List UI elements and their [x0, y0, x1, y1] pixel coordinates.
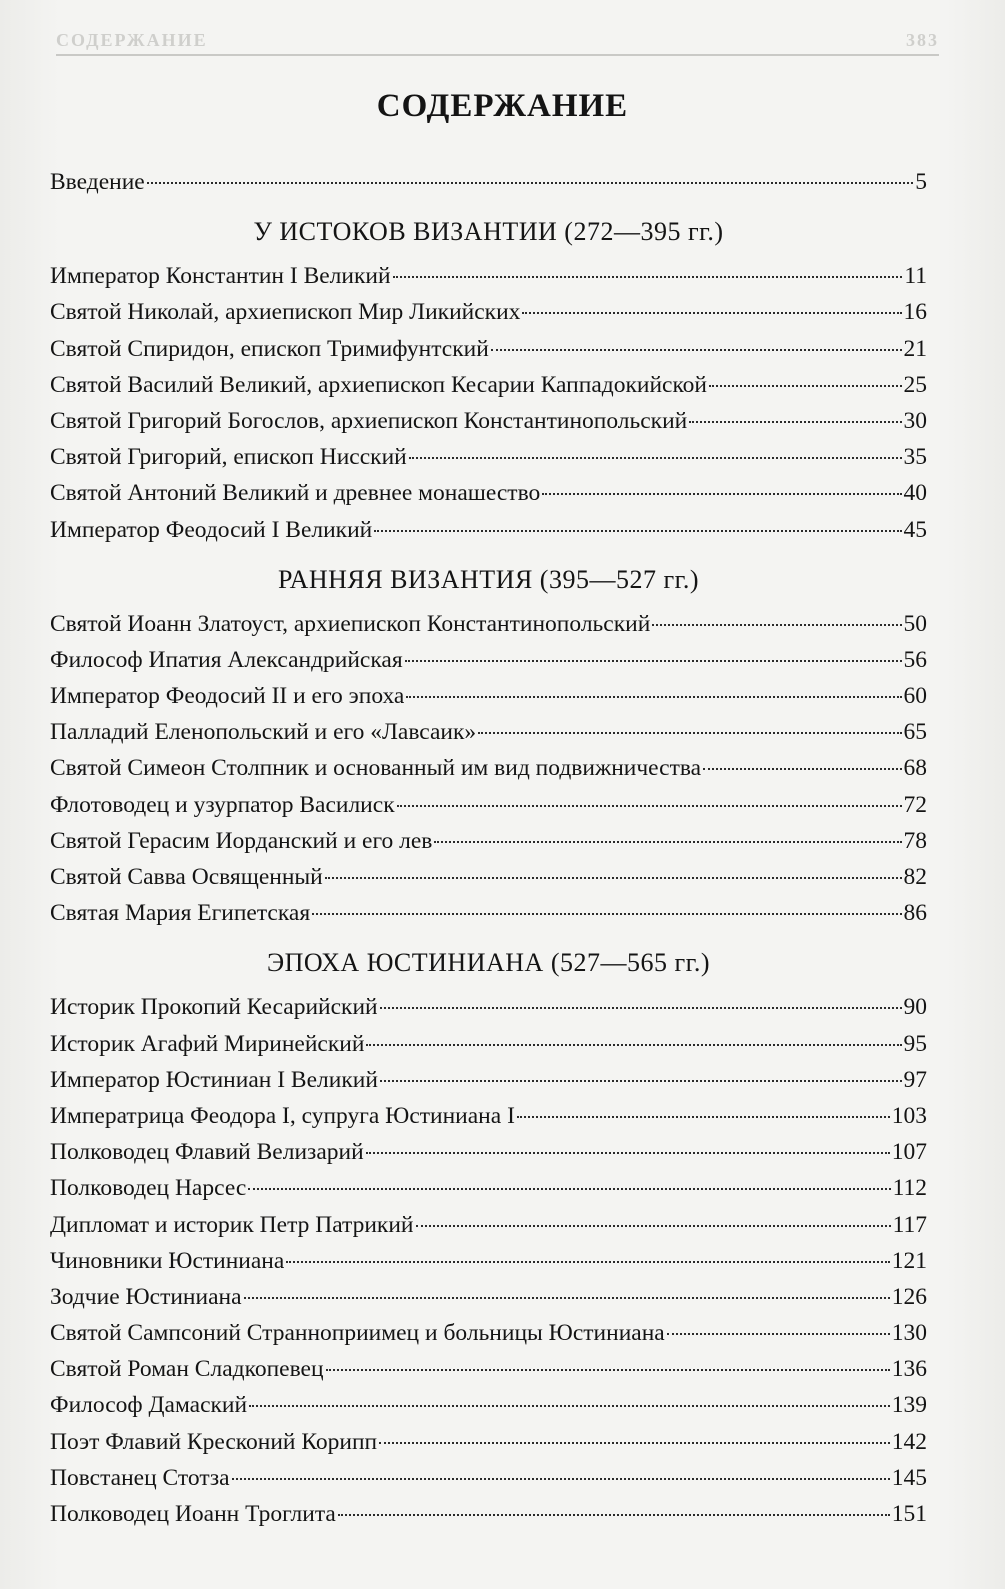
toc-entry-page: 90 [903, 994, 927, 1021]
toc-entry-page: 65 [903, 719, 927, 746]
dot-leader [379, 1441, 890, 1444]
toc-entry-page: 11 [904, 263, 927, 290]
toc-entry [50, 1424, 927, 1460]
toc-entry-page: 142 [891, 1428, 927, 1455]
toc-entry-title: Император Константин I Великий [50, 263, 391, 290]
toc-entry [50, 678, 927, 714]
toc-entry [50, 294, 927, 330]
dot-leader [147, 181, 914, 184]
dot-leader [380, 1006, 902, 1009]
toc-entry [50, 1460, 927, 1496]
toc-entry-title: Палладий Еленопольский и его «Лавсаик» [50, 719, 477, 746]
toc-entry [50, 714, 927, 750]
running-head-title: СОДЕРЖАНИЕ [56, 30, 208, 50]
toc-entry-page: 25 [903, 371, 927, 398]
page-title: СОДЕРЖАНИЕ [376, 88, 629, 124]
toc-entry [50, 642, 927, 678]
toc-entry-page: 82 [903, 864, 927, 890]
toc-entry-page: 35 [903, 444, 927, 471]
dot-leader [374, 529, 901, 532]
toc-entry [50, 475, 927, 511]
toc-entry-page: 5 [915, 169, 927, 195]
toc-entry-page: 86 [903, 900, 927, 927]
toc-entry [50, 1026, 927, 1062]
toc-entry-page: 72 [903, 791, 927, 818]
toc-entry-page: 117 [892, 1211, 927, 1238]
toc-entry-title: Святой Иоанн Златоуст, архиепископ Константинопольский [50, 610, 651, 637]
toc-entry [50, 1170, 927, 1206]
toc-section-heading: У ИСТОКОВ ВИЗАНТИИ (272—395 гг.) [253, 217, 724, 247]
toc-entry-title: Святой Григорий, епископ Нисский [50, 444, 407, 471]
toc-entry-title: Дипломат и историк Петр Патрикий [50, 1211, 414, 1238]
toc-entry-page: 136 [891, 1356, 927, 1383]
toc-entry [50, 895, 927, 931]
running-head-page-number: 383 [906, 30, 939, 50]
toc-entry [50, 1062, 927, 1098]
toc-entry-title: Повстанец Стотза [50, 1464, 230, 1491]
dot-leader [667, 1332, 890, 1335]
toc-entry-page: 21 [903, 335, 927, 362]
toc-entry-title: Святой Григорий Богослов, архиепископ Константинопольский [50, 407, 688, 434]
toc-entry-page: 40 [903, 480, 927, 507]
dot-leader [652, 623, 901, 626]
toc-entry [50, 512, 927, 548]
dot-leader [326, 1368, 890, 1371]
toc-entry-page: 145 [891, 1464, 927, 1491]
toc-entry-page: 121 [891, 1247, 927, 1274]
dot-leader [434, 840, 901, 843]
toc-entry-page: 103 [891, 1102, 927, 1129]
dot-leader [244, 1296, 890, 1299]
dot-leader [232, 1477, 890, 1480]
dot-leader [542, 492, 901, 495]
dot-leader [393, 275, 903, 278]
toc-entry-title: Святой Василий Великий, архиепископ Кесарии Каппадокийской [50, 371, 708, 398]
toc-entry [50, 1243, 927, 1279]
toc-entry-title: Святой Симеон Столпник и основанный им вид подвижничества [50, 755, 702, 782]
toc-entry-page: 95 [903, 1030, 927, 1057]
toc-entry [50, 989, 927, 1025]
toc-entry [50, 331, 927, 367]
toc-entry [50, 606, 927, 642]
toc-entry-title: Чиновники Юстиниана [50, 1247, 285, 1274]
toc-entry-title: Святой Сампсоний Странноприимец и больницы Юстиниана [50, 1320, 665, 1347]
dot-leader [409, 456, 902, 459]
toc-section-heading: РАННЯЯ ВИЗАНТИЯ (395—527 гг.) [277, 564, 700, 594]
toc-entry-title: Святой Антоний Великий и древнее монашество [50, 480, 541, 507]
toc-entry-title: Императрица Феодора I, супруга Юстиниана I [50, 1102, 515, 1129]
dot-leader [416, 1224, 891, 1227]
toc-entry [50, 750, 927, 786]
toc-entry-title: Полководец Иоанн Троглита [50, 1501, 336, 1527]
dot-leader [312, 912, 901, 915]
dot-leader [478, 731, 901, 734]
running-head [56, 30, 939, 56]
dot-leader [709, 384, 901, 387]
toc-entry [50, 1207, 927, 1243]
dot-leader [366, 1043, 901, 1046]
toc-entry-title: Историк Прокопий Кесарийский [50, 994, 378, 1021]
toc-entry-title: Философ Ипатия Александрийская [50, 646, 403, 673]
toc-entry [50, 1496, 927, 1532]
dot-leader [406, 695, 901, 698]
toc-entry-title: Святой Савва Освященный [50, 864, 323, 890]
toc-entry-title: Введение [50, 169, 145, 195]
toc-entry [50, 1279, 927, 1315]
dot-leader [522, 311, 901, 314]
dot-leader [325, 876, 902, 879]
toc-entry-title: Философ Дамаский [50, 1392, 248, 1419]
toc-entry-page: 78 [903, 827, 927, 854]
toc-entry-page: 30 [903, 407, 927, 434]
dot-leader [286, 1260, 889, 1263]
toc-section-heading: ЭПОХА ЮСТИНИАНА (527—565 гг.) [266, 948, 711, 978]
toc-entry-title: Святой Герасим Иорданский и его лев [50, 827, 433, 854]
toc-entry [50, 1387, 927, 1423]
toc-entry-page: 68 [903, 755, 927, 782]
toc-entry-page: 130 [891, 1320, 927, 1347]
dot-leader [405, 659, 902, 662]
toc-entry [50, 1315, 927, 1351]
toc-entry-title: Император Феодосий II и его эпоха [50, 683, 405, 710]
toc-entry-page: 16 [903, 299, 927, 326]
toc-entry-page: 97 [903, 1066, 927, 1093]
toc-entry-page: 60 [903, 683, 927, 710]
toc-entry-title: Святая Мария Египетская [50, 900, 311, 927]
dot-leader [338, 1513, 890, 1516]
dot-leader [249, 1404, 890, 1407]
toc-entry [50, 367, 927, 403]
toc-entry [50, 164, 927, 200]
dot-leader [380, 1079, 902, 1082]
toc-entry-page: 112 [892, 1175, 927, 1202]
toc-entry-title: Полководец Флавий Велизарий [50, 1139, 364, 1166]
toc-entry-title: Поэт Флавий Кресконий Корипп [50, 1428, 378, 1455]
dot-leader [248, 1187, 890, 1190]
dot-leader [517, 1115, 890, 1118]
toc-entry-title: Император Феодосий I Великий [50, 516, 373, 543]
toc-entry-page: 45 [903, 516, 927, 543]
toc-entry-title: Святой Спиридон, епископ Тримифунтский [50, 335, 489, 362]
toc-entry-page: 126 [891, 1283, 927, 1310]
toc-entry-title: Святой Роман Сладкопевец [50, 1356, 324, 1383]
toc-entry [50, 787, 927, 823]
toc-entry [50, 823, 927, 859]
dot-leader [366, 1151, 890, 1154]
toc-entry-page: 139 [891, 1392, 927, 1419]
toc-entry-title: Флотоводец и узурпатор Василиск [50, 791, 395, 818]
toc-entry [50, 859, 927, 895]
toc-entry [50, 258, 927, 294]
dot-leader [491, 348, 902, 351]
toc-entry [50, 1351, 927, 1387]
toc-entry-title: Святой Николай, архиепископ Мир Ликийских [50, 299, 521, 326]
dot-leader [689, 420, 901, 423]
toc-entry [50, 439, 927, 475]
toc-entry-page: 107 [891, 1139, 927, 1166]
toc-entry-title: Зодчие Юстиниана [50, 1283, 242, 1310]
toc-entry-page: 151 [891, 1501, 927, 1527]
toc-entry-title: Историк Агафий Миринейский [50, 1030, 365, 1057]
toc-entry [50, 1098, 927, 1134]
toc-entry [50, 403, 927, 439]
dot-leader [397, 804, 902, 807]
toc-entry-title: Император Юстиниан I Великий [50, 1066, 378, 1093]
toc-entry-page: 56 [903, 646, 927, 673]
toc-entry-title: Полководец Нарсес [50, 1175, 247, 1202]
dot-leader [703, 767, 901, 770]
table-of-contents [50, 164, 927, 1532]
toc-entry [50, 1134, 927, 1170]
toc-entry-page: 50 [903, 610, 927, 637]
